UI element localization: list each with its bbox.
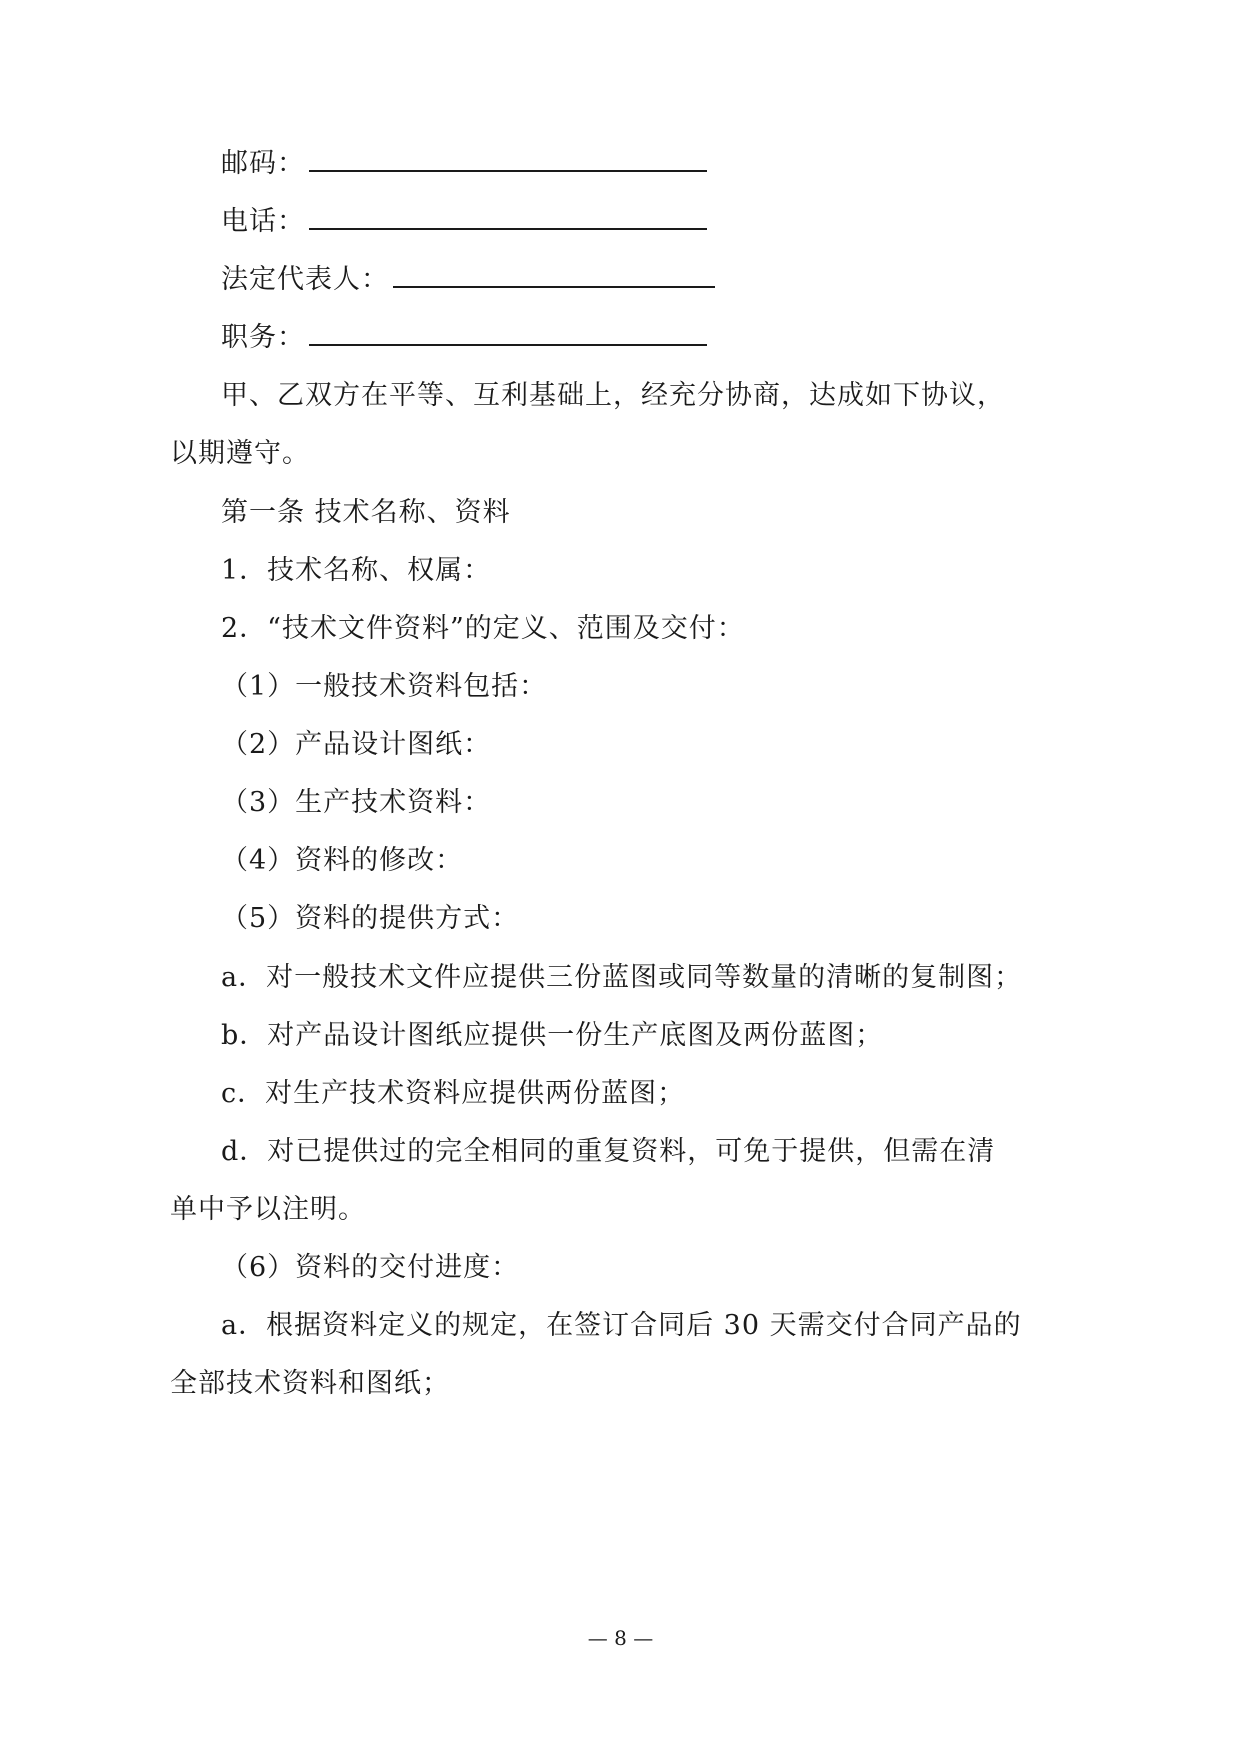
sub-item-3: （3）生产技术资料： — [221, 787, 492, 818]
delivery-a-line-2: 全部技术资料和图纸； — [170, 1368, 450, 1399]
provision-b: b．对产品设计图纸应提供一份生产底图及两份蓝图； — [221, 1020, 884, 1051]
item-1: 1．技术名称、权属： — [221, 555, 492, 586]
sub-item-4: （4）资料的修改： — [221, 845, 464, 876]
page-number: — 8 — — [587, 1626, 654, 1650]
intro-line-1: 甲、乙双方在平等、互利基础上，经充分协商，达成如下协议， — [221, 380, 1005, 411]
legal-rep-label: 法定代表人： — [221, 264, 389, 295]
item-2: 2．“技术文件资料”的定义、范围及交付： — [221, 613, 745, 644]
sub-item-1: （1）一般技术资料包括： — [221, 671, 548, 702]
sub-item-6: （6）资料的交付进度： — [221, 1252, 520, 1283]
postcode-field — [221, 148, 707, 180]
sub-item-5: （5）资料的提供方式： — [221, 903, 520, 934]
delivery-a-line-1: a．根据资料定义的规定，在签订合同后 30 天需交付合同产品的 — [221, 1310, 1022, 1341]
provision-a: a．对一般技术文件应提供三份蓝图或同等数量的清晰的复制图； — [221, 962, 1023, 993]
legal-rep-blank — [393, 264, 715, 288]
position-field — [221, 322, 707, 354]
sub-item-2: （2）产品设计图纸： — [221, 729, 492, 760]
phone-blank — [309, 206, 707, 230]
phone-field — [221, 206, 707, 238]
provision-d-line-1: d．对已提供过的完全相同的重复资料，可免于提供，但需在清 — [221, 1136, 996, 1167]
postcode-label: 邮码： — [221, 148, 305, 179]
provision-d-line-2: 单中予以注明。 — [170, 1194, 366, 1225]
position-label: 职务： — [221, 322, 305, 353]
postcode-blank — [309, 148, 707, 172]
intro-line-2: 以期遵守。 — [170, 438, 310, 469]
legal-rep-field — [221, 264, 715, 296]
position-blank — [309, 322, 707, 346]
provision-c: c．对生产技术资料应提供两份蓝图； — [221, 1078, 686, 1109]
article-1-title: 第一条 技术名称、资料 — [221, 497, 511, 528]
phone-label: 电话： — [221, 206, 305, 237]
